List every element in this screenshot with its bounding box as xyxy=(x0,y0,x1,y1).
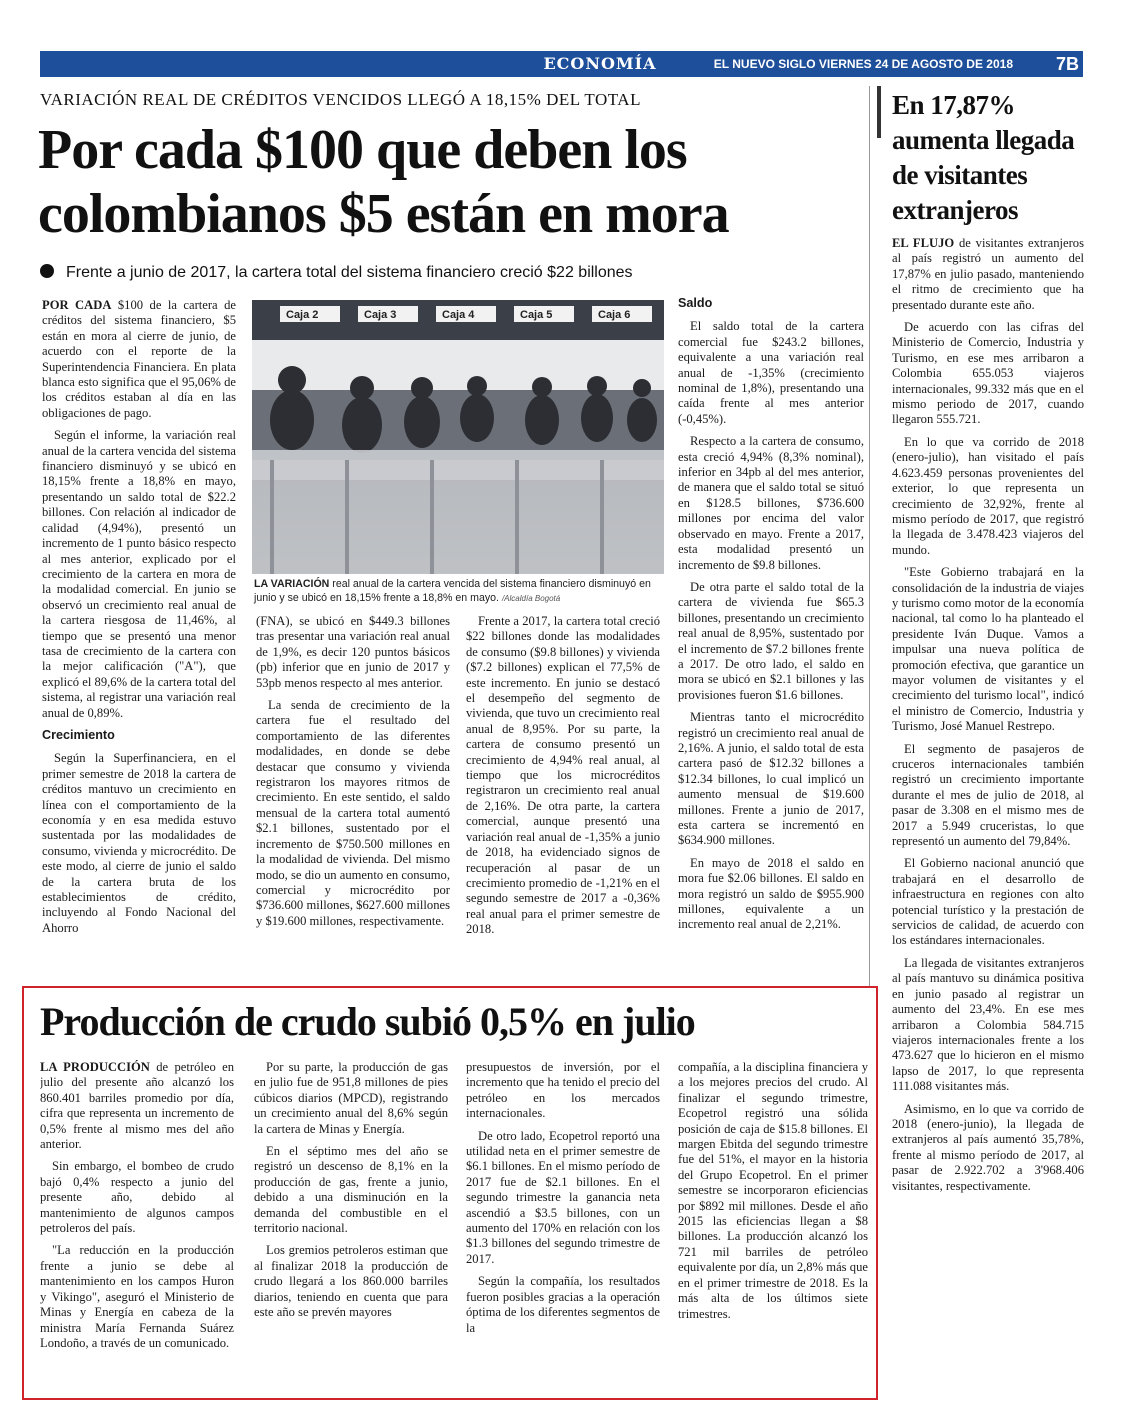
main-headline xyxy=(38,118,729,246)
main-column-1 xyxy=(42,298,236,980)
paragraph: Según el informe, la variación real anual de la cartera vencida del sistema financiero disminuyó y se ubicó en 18,15% frente a 18,8% en mayo, presentando un saldo total de $22.2 billones. Con relación al indicador de calidad (4,94%), presentó un incremento de 1 punto básico respecto al mes anterior, explicado por el crecimiento de la cartera en mora de la modalidad comercial. En junio se observó un crecimiento real anual de la cartera riesgosa de 11,46%, al tiempo que se presentó una menor tasa de crecimiento de la cartera con la mejor calificación ("A"), que explicó el 89,6% de la cartera total del sistema, al registrar una variación real anual de 0,89%. xyxy=(42,428,236,720)
photo-credit: /Alcaldía Bogotá xyxy=(501,593,561,603)
main-column-3 xyxy=(466,614,660,980)
paragraph: El saldo total de la cartera comercial fue $243.2 billones, equivalente a una variación real anual de -1,35% (crecimiento nominal de 1,8%), presentando una caída frente al mes anterior (-0,45%). xyxy=(678,319,864,426)
paragraph: Por su parte, la producción de gas en julio fue de 951,8 millones de pies cúbicos diarios (MPCD), registrando un crecimiento anual del 8,6% según la cartera de Minas y Energía. xyxy=(254,1060,448,1136)
caja-sign-label: Caja 4 xyxy=(442,309,475,321)
oil-column-4 xyxy=(678,1060,868,1386)
paragraph: La llegada de visitantes extranjeros al país mantuvo su dinámica positiva en junio pasado al registrar un aumento del 23,4%. En ese mes arribaron a Colombia 584.715 viajeros internacionales frente a los 473.627 que lo hicieron en el mismo lapso de 2017, lo que representa 111.088 visitantes más. xyxy=(892,955,1084,1094)
paragraph: De acuerdo con las cifras del Ministerio de Comercio, Industria y Turismo, en ese mes arribaron a Colombia 655.053 viajeros internacionales, 99.332 más que en el mismo periodo de 2017, cuando llegaron 555.721. xyxy=(892,320,1084,427)
subhead-text: Frente a junio de 2017, la cartera total del sistema financiero creció $22 billones xyxy=(66,264,633,281)
caja-sign-label: Caja 5 xyxy=(520,309,553,321)
section-name: ECONOMÍA xyxy=(543,54,657,73)
oil-column-2 xyxy=(254,1060,448,1386)
subheading-crecimiento: Crecimiento xyxy=(42,727,115,742)
paragraph: El segmento de pasajeros de cruceros internacionales también registró un crecimiento importante durante el mes de julio de 2018, al pasar de 3.308 en el mismo mes de 2017 a 5.949 cruceristas, lo que representó un aumento del 79,84%. xyxy=(892,741,1084,849)
caja-sign-label: Caja 2 xyxy=(286,309,319,321)
sidebar-column xyxy=(892,236,1084,1354)
paragraph: Asimismo, en lo que va corrido de 2018 (enero-junio), la llegada de extranjeros al país aumentó 35,78%, frente al mismo período de 2017, al pasar de 2.922.702 a 3'968.406 visitantes, respectivamente. xyxy=(892,1101,1084,1193)
lead-in: POR CADA xyxy=(42,298,112,312)
news-photo xyxy=(252,300,664,574)
photo-caption xyxy=(254,578,664,605)
sidebar-headline: En 17,87% aumenta llegada de visitantes extranjeros xyxy=(892,90,1075,225)
section-header-bar xyxy=(40,51,1083,77)
paragraph: Frente a 2017, la cartera total creció $22 billones donde las modalidades de consumo ($9.8 billones) y vivienda ($7.2 billones) explican el 77,5% de este incremento. En junio se destacó el desempeño del segmento de vivienda, que tuvo un crecimiento real anual de 8,95%. Por su parte, la cartera de consumo presentó un crecimiento de 4,94% real anual, al tiempo que los microcréditos registraron un crecimiento real anual de 2,16%. De otra parte, la cartera comercial, aunque presentó una variación real anual de -1,35% a junio de 2018, ha evidenciado signos de recuperación al pasar de un crecimiento promedio de -1,21% en el segundo semestre de 2017 a -0,36% real anual para el primer semestre de 2018. xyxy=(466,614,660,937)
oil-column-3 xyxy=(466,1060,660,1386)
paragraph: De otra parte el saldo total de la cartera de vivienda fue $65.3 billones, presentando un crecimiento real anual de 8,95%, sustentado por el incremento de $7.2 billones frente a 2017. De otro lado, el saldo en mora se ubicó en $2.1 billones y las provisiones fueron $1.6 billones. xyxy=(678,579,864,702)
paragraph: En mayo de 2018 el saldo en mora fue $2.06 billones. El saldo en mora registró un saldo de $955.900 millones, equivalente a un incremento real anual de 2,21%. xyxy=(678,855,864,932)
lead-in: EL FLUJO xyxy=(892,236,955,250)
paragraph: POR CADA $100 de la cartera de créditos del sistema financiero, $5 están en mora al cierre de junio, de acuerdo con el reporte de la Superintendencia Financiera. En plata blanca esto significa que el 95,06% de los créditos estaban al día en las obligaciones de pago. xyxy=(42,298,236,420)
masthead-date: EL NUEVO SIGLO VIERNES 24 DE AGOSTO DE 2018 xyxy=(713,57,1013,71)
paragraph: Según la Superfinanciera, en el primer semestre de 2018 la cartera de créditos mantuvo un crecimiento en línea con el comportamiento de la economía y en esa medida estuvo sustentada por las modalidades de consumo, vivienda y microcrédito. De este modo, al cierre de junio el saldo de la cartera bruta de los establecimientos de crédito, incluyendo al Fondo Nacional del Ahorro xyxy=(42,751,236,935)
caja-sign-label: Caja 6 xyxy=(598,309,631,321)
column-divider xyxy=(869,86,870,986)
paragraph: presupuestos de inversión, por el incremento que ha tenido el precio del petróleo en los mercados internacionales. xyxy=(466,1060,660,1121)
paragraph: La senda de crecimiento de la cartera fue el resultado del comportamiento de las diferentes modalidades, en donde se debe destacar que consumo y vivienda registraron los mayores ritmos de crecimiento. En este sentido, el saldo mensual de la cartera total aumentó $2.1 billones, sustentado por el incremento de $750.500 millones en la modalidad de vivienda. Del mismo modo, se dio un aumento en consumo, comercial y microcrédito por $736.600 millones, $627.600 millones y $19.600 millones, respectivamente. xyxy=(256,698,450,928)
paragraph: Respecto a la cartera de consumo, esta creció 4,94% (8,3% nominal), inferior en 34pb al del mes anterior, de manera que el saldo total se situó en $128.5 billones, $736.600 millones por encima del valor observado en mayo. Frente a 2017, esta modalidad presentó un incremento de $9.8 billones. xyxy=(678,434,864,572)
paragraph: Según la compañía, los resultados fueron posibles gracias a la operación óptima de los diferentes segmentos de la xyxy=(466,1274,660,1335)
caption-lead: LA VARIACIÓN xyxy=(254,578,330,590)
paragraph: "Este Gobierno trabajará en la consolidación de la industria de viajes y turismo como motor de la economía nacional, tal como lo ha planteado el presidente Iván Duque. Vamos a impulsar una nueva política de promoción efectiva, que garantice un mayor volumen de visitantes y el crecimiento del turismo local", indicó el ministro de Comercio, Industria y Turismo, José Manuel Restrepo. xyxy=(892,565,1084,734)
sidebar-accent-bar xyxy=(877,86,881,138)
paragraph: En el séptimo mes del año se registró un descenso de 8,1% en la producción de gas, frente a junio, debido a una disminución en la demanda del combustible en el territorio nacional. xyxy=(254,1144,448,1236)
main-column-4 xyxy=(678,296,864,980)
main-subhead xyxy=(40,264,633,282)
paragraph: Los gremios petroleros estiman que al finalizar 2018 la producción de crudo llegará a los 860.000 barriles diarios, teniendo en cuenta que para este año se prevén mayores xyxy=(254,1243,448,1320)
bullet-icon xyxy=(40,264,54,278)
paragraph: Sin embargo, el bombeo de crudo bajó 0,4% respecto a junio del presente año, debido al mantenimiento de algunos campos petroleros del país. xyxy=(40,1159,234,1236)
oil-headline: Producción de crudo subió 0,5% en julio xyxy=(40,999,695,1044)
paragraph: compañía, a la disciplina financiera y a los mejores precios del crudo. Al finalizar el segundo trimestre, Ecopetrol registró una sólida posición de caja de $15.8 billones. El margen Ebitda del segundo trimestre fue del 51%, el mayor en la historia del Grupo Ecopetrol. En el primer semestre se incorporaron eficiencias por $892 mil millones. Desde el año 2015 las eficiencias llegan a $8 billones. La producción alcanzó los 721 mil barriles de petróleo equivalente por día, un 2,8% más que en el primer trimestre de 2018. Es la más alta de los últimos siete trimestres. xyxy=(678,1060,868,1321)
caption-text: real anual de la cartera vencida del sistema financiero disminuyó en junio y se ubicó en 18,15% frente a 18,8% en mayo. xyxy=(254,578,651,604)
caja-sign-label: Caja 3 xyxy=(364,309,397,321)
bank-queue-photo xyxy=(252,300,664,574)
page-number: 7B xyxy=(1055,54,1079,74)
paragraph: En lo que va corrido de 2018 (enero-julio), han visitado el país 4.623.459 personas provenientes del exterior, lo que representa un crecimiento de 32,92%, frente al mismo período de 2017, que registró la llegada de 3.478.423 viajeros del mundo. xyxy=(892,434,1084,557)
main-headline-line1: Por cada $100 que deben los xyxy=(38,119,687,181)
main-kicker: VARIACIÓN REAL DE CRÉDITOS VENCIDOS LLEGÓ A 18,15% DEL TOTAL xyxy=(40,90,641,109)
paragraph: LA PRODUCCIÓN de petróleo en julio del presente año alcanzó los 860.401 barriles promedio por día, cifra que representa un incremento de 0,5% frente al mismo mes del año anterior. xyxy=(40,1060,234,1152)
lead-in: LA PRODUCCIÓN xyxy=(40,1060,150,1074)
main-column-2 xyxy=(256,614,450,980)
paragraph: De otro lado, Ecopetrol reportó una utilidad neta en el primer semestre de $6.1 billones. En el mismo período de 2017 fue de $2.1 billones. En el segundo trimestre la ganancia neta ascendió a $3.5 billones, con un aumento del 170% en relación con los $1.3 billones del segundo trimestre de 2017. xyxy=(466,1128,660,1266)
paragraph: "La reducción en la producción frente a junio se debe al mantenimiento en los campos Huron y Vikingo", aseguró el Ministerio de Minas y Energía en cabeza de la ministra María Fernanda Suárez Londoño, a través de un comunicado. xyxy=(40,1243,234,1350)
oil-column-1 xyxy=(40,1060,234,1386)
paragraph: (FNA), se ubicó en $449.3 billones tras presentar una variación real anual de 1,9%, es decir 120 puntos básicos (pb) inferior que en junio de 2017 y 53pb menos respecto al mes anterior. xyxy=(256,614,450,690)
subheading-saldo: Saldo xyxy=(678,296,713,310)
paragraph: El Gobierno nacional anunció que trabajará en el desarrollo de infraestructura en regiones con alto potencial turístico y la prestación de servicios de calidad, de acuerdo con los estándares internacionales. xyxy=(892,856,1084,948)
main-headline-line2: colombianos $5 están en mora xyxy=(38,183,729,245)
paragraph: EL FLUJO de visitantes extranjeros al país registró un aumento del 17,87% en julio pasado, manteniendo el ritmo de crecimiento que ha presentado durante este año. xyxy=(892,236,1084,312)
paragraph: Mientras tanto el microcrédito registró un crecimiento real anual de 2,16%. A junio, el saldo total de esta cartera pasó de $12.32 billones a $12.34 billones, lo cual implicó un aumento mensual de $19.600 millones. Frente a junio de 2017, esta cartera se incrementó en $634.900 millones. xyxy=(678,710,864,848)
